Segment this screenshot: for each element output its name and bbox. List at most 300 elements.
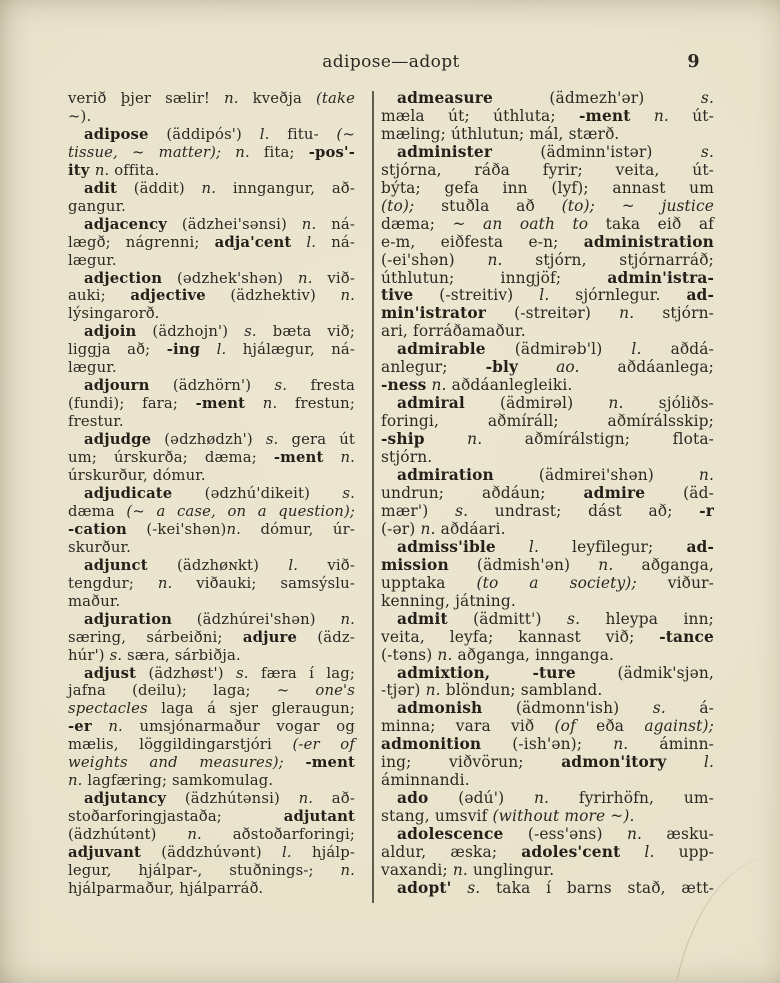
text-line xyxy=(68,395,355,413)
text-segment: æsku- xyxy=(642,825,714,844)
text-segment: -bly xyxy=(485,358,519,377)
text-line xyxy=(68,575,355,593)
text-segment: s. xyxy=(236,664,249,682)
text-line xyxy=(68,162,355,180)
text-segment: veita, leyfa; kannast við; xyxy=(381,627,660,646)
text-line xyxy=(68,323,355,341)
text-segment: inngangur, að- xyxy=(216,179,356,197)
text-segment: ado xyxy=(397,789,429,808)
text-segment: adjudge xyxy=(84,431,152,449)
text-segment: (ədú') xyxy=(428,789,534,808)
text-segment: hleypa inn; xyxy=(580,609,715,628)
text-segment: auki; xyxy=(68,287,131,305)
text-segment: -r xyxy=(699,501,715,520)
text-line xyxy=(381,682,714,700)
text-line xyxy=(381,467,714,485)
text-segment: (of xyxy=(554,717,576,736)
text-segment: um; úrskurða; dæma; xyxy=(68,449,274,467)
text-segment: adit xyxy=(84,179,117,197)
text-segment xyxy=(92,718,109,735)
text-line xyxy=(381,808,714,826)
text-segment: adoles'cent xyxy=(521,843,621,862)
text-segment: liggja að; xyxy=(68,341,167,359)
text-segment: upp- xyxy=(654,843,714,862)
text-segment: anlegur; xyxy=(381,358,486,377)
text-segment: mæling; úthlutun; mál, stærð. xyxy=(381,124,620,143)
text-segment: aðganga, xyxy=(613,555,715,574)
text-segment: aðdáanlega; xyxy=(579,358,714,377)
text-segment: adjuration xyxy=(84,610,173,628)
text-line xyxy=(68,611,355,629)
text-segment: gangur. xyxy=(68,197,127,215)
text-line xyxy=(68,198,355,216)
text-segment: umsjónarmaður vogar og xyxy=(122,718,355,736)
text-segment: admon'itory xyxy=(561,753,667,772)
text-segment: n. xyxy=(420,519,436,538)
text-segment: adjure xyxy=(242,628,298,646)
text-segment: adjoin xyxy=(84,323,137,341)
text-line xyxy=(381,180,714,198)
text-segment: (-streitər) xyxy=(486,304,620,323)
text-line xyxy=(381,611,714,629)
text-line xyxy=(381,521,714,539)
text-segment xyxy=(291,234,306,251)
text-segment xyxy=(323,449,340,466)
text-line xyxy=(381,234,714,252)
text-segment: (-ər) xyxy=(381,519,421,538)
text-segment: -ment xyxy=(579,106,631,125)
text-segment: -ment xyxy=(305,754,355,772)
text-segment: l. xyxy=(703,753,714,772)
text-segment: n. xyxy=(452,860,468,879)
text-segment: (-streitiv) xyxy=(413,286,540,305)
text-line xyxy=(68,216,355,234)
text-line xyxy=(68,718,355,736)
text-segment: (fundi); fara; xyxy=(68,395,196,413)
text-line xyxy=(68,180,355,198)
text-segment: (ädmish'ən) xyxy=(448,555,599,574)
text-segment: aðdáanlegleiki. xyxy=(446,376,573,395)
text-segment: adja'cent xyxy=(214,233,292,251)
text-segment: fitu- xyxy=(269,125,337,143)
text-segment: kenning, játning. xyxy=(381,591,516,610)
text-segment: admit xyxy=(397,609,448,628)
text-line xyxy=(381,377,714,395)
text-segment: (ädmonn'ish) xyxy=(482,699,653,718)
text-segment: frestur. xyxy=(68,413,124,431)
text-segment: stjórn. xyxy=(381,448,433,467)
text-segment xyxy=(631,107,654,125)
text-segment: úthlutun; inngjöf; xyxy=(381,268,608,287)
text-segment: admixtion, -ture xyxy=(397,663,576,682)
text-segment xyxy=(666,753,704,771)
text-segment: stoðarforingjastaða; xyxy=(68,808,284,826)
text-segment: lýsingarorð. xyxy=(68,305,160,323)
text-segment: s. xyxy=(455,501,469,520)
text-segment: mæla út; úthluta; xyxy=(381,106,579,125)
text-line xyxy=(68,772,355,790)
text-segment xyxy=(425,430,468,448)
text-segment: l. xyxy=(528,537,539,556)
text-segment: eða xyxy=(575,717,645,736)
text-segment: adjutancy xyxy=(84,790,167,808)
text-segment: n. xyxy=(340,861,355,879)
text-segment: administration xyxy=(583,232,714,251)
text-segment: s. xyxy=(700,89,714,107)
text-line xyxy=(381,647,714,665)
text-segment: -tance xyxy=(659,627,714,646)
text-segment: adjourn xyxy=(84,377,150,395)
text-line xyxy=(68,682,355,700)
text-line xyxy=(68,593,355,611)
text-segment: viðauki; samsýslu- xyxy=(172,574,355,592)
text-segment: n. xyxy=(619,304,635,323)
text-line xyxy=(68,144,355,162)
text-segment: s. xyxy=(700,142,714,161)
text-segment xyxy=(518,358,556,376)
text-line xyxy=(68,844,355,862)
text-line xyxy=(381,216,714,234)
text-segment: (ädz- xyxy=(297,628,355,646)
text-segment: (äd- xyxy=(645,483,714,502)
text-segment: (ədzhek'shən) xyxy=(162,269,299,287)
text-segment: min'istrator xyxy=(381,304,487,323)
text-segment: adjudicate xyxy=(84,484,173,502)
text-segment: ing; viðvörun; xyxy=(381,753,562,772)
text-line xyxy=(68,557,355,575)
text-segment: n. xyxy=(598,555,614,574)
text-line xyxy=(381,252,714,270)
text-segment: l. xyxy=(539,286,550,305)
text-line xyxy=(68,341,355,359)
text-segment: áminn- xyxy=(628,735,714,754)
text-segment: frestun; xyxy=(277,395,355,413)
text-segment: s. xyxy=(265,431,279,449)
text-segment: undrun; aðdáun; xyxy=(381,483,584,502)
text-segment: -er xyxy=(68,718,92,736)
text-line xyxy=(68,503,355,521)
text-segment: ná- xyxy=(316,233,356,251)
text-line xyxy=(381,844,714,862)
text-segment: stang, umsvif xyxy=(381,807,493,826)
text-segment: dæma xyxy=(68,502,127,520)
text-segment: (-ish'ən); xyxy=(481,735,614,754)
text-segment: l. xyxy=(631,340,642,359)
text-segment: upptaka xyxy=(381,573,477,592)
text-segment: -ship xyxy=(381,430,425,449)
text-segment: n. xyxy=(534,789,550,808)
text-segment: adipose xyxy=(84,125,149,143)
page-number: 9 xyxy=(687,52,700,72)
text-line xyxy=(68,287,355,305)
text-segment: ad- xyxy=(686,537,715,556)
text-segment: n. xyxy=(298,269,313,287)
text-segment: hjálægur, ná- xyxy=(226,341,355,359)
text-line xyxy=(68,467,355,485)
text-segment: legur, hjálpar-, stuðnings-; xyxy=(68,861,341,879)
text-line xyxy=(381,485,714,503)
text-segment: adjection xyxy=(84,269,163,287)
text-segment: foringi, aðmíráll; aðmírálsskip; xyxy=(381,412,714,431)
text-segment: laga á sjer gleraugun; xyxy=(147,700,355,718)
text-segment: (ädzhútənt) xyxy=(68,826,188,844)
text-segment: adjacency xyxy=(84,215,168,233)
text-line xyxy=(68,736,355,754)
text-segment: n. xyxy=(157,574,173,592)
text-line xyxy=(68,359,355,377)
text-segment: s. xyxy=(652,699,666,718)
text-line xyxy=(68,880,355,898)
text-segment: (-er of xyxy=(292,736,355,754)
text-segment: n. xyxy=(425,681,441,700)
text-segment: kveðja xyxy=(238,90,316,107)
text-line xyxy=(381,575,714,593)
text-segment: út- xyxy=(668,106,714,125)
text-line xyxy=(381,665,714,683)
text-segment: sjórnlegur. xyxy=(549,286,687,305)
text-line xyxy=(68,521,355,539)
text-segment: aldur, æska; xyxy=(381,843,522,862)
text-segment: weights and measures); xyxy=(68,754,306,772)
text-line xyxy=(68,126,355,144)
text-line xyxy=(68,305,355,323)
text-line xyxy=(381,270,714,288)
text-line xyxy=(381,557,714,575)
text-segment: viður- xyxy=(636,573,714,592)
text-segment: að- xyxy=(313,790,355,808)
text-segment: (äddzhúvənt) xyxy=(141,844,282,862)
text-segment: maður. xyxy=(68,592,121,610)
text-segment: leyfilegur; xyxy=(539,537,687,556)
text-segment: býta; gefa inn (lyf); annast um xyxy=(381,178,714,197)
text-segment: aðdáari. xyxy=(435,519,506,538)
text-segment: admonition xyxy=(381,735,482,754)
text-line xyxy=(381,539,714,557)
text-segment: (take xyxy=(315,90,355,107)
text-segment: (to); xyxy=(381,196,415,215)
text-segment: minna; vara við xyxy=(381,717,555,736)
text-segment: ~ an oath to xyxy=(452,214,589,233)
text-segment: ao. xyxy=(556,358,580,377)
text-line xyxy=(68,700,355,718)
text-segment: aðmírálstign; flota- xyxy=(482,430,715,449)
text-segment: n. xyxy=(431,376,447,395)
text-line xyxy=(381,198,714,216)
text-line xyxy=(68,808,355,826)
text-segment: mælis, löggildingarstjóri xyxy=(68,736,293,754)
text-segment: hjálp- xyxy=(291,844,355,862)
text-segment: -ness xyxy=(381,376,427,395)
text-segment: (ädmirəl) xyxy=(464,394,609,413)
text-segment: (ädzhúrei'shən) xyxy=(172,610,341,628)
text-segment: adjuvant xyxy=(68,844,142,862)
text-segment: (ädzhörn') xyxy=(149,377,275,395)
text-segment: offita. xyxy=(109,161,160,179)
page-header xyxy=(68,52,714,72)
text-segment: -ment xyxy=(273,449,324,467)
text-segment: spectacles xyxy=(68,700,148,718)
text-segment: admonish xyxy=(397,699,483,718)
text-segment: l. xyxy=(282,844,292,862)
text-segment: taka eið af xyxy=(588,214,714,233)
text-segment: (-təns) xyxy=(381,645,438,664)
text-segment: (ädmirei'shən) xyxy=(493,466,699,485)
text-segment: (ädzhektiv) xyxy=(205,287,341,305)
text-segment: mær') xyxy=(381,501,456,520)
text-segment: n. xyxy=(108,718,123,736)
text-segment: við- xyxy=(312,269,355,287)
text-segment: n. xyxy=(68,772,83,790)
text-segment: s. xyxy=(567,609,581,628)
text-line xyxy=(68,377,355,395)
text-segment: bæta við; xyxy=(256,323,355,341)
text-segment: stjórn- xyxy=(634,304,714,323)
text-segment: við- xyxy=(298,556,355,574)
text-segment: admiration xyxy=(397,466,494,485)
text-segment: n. xyxy=(298,790,314,808)
text-segment: adopt' xyxy=(397,878,452,897)
text-segment: n. xyxy=(340,287,355,305)
text-segment: (äddit) xyxy=(117,179,202,197)
text-line xyxy=(381,431,714,449)
text-segment: admiral xyxy=(397,394,465,413)
text-segment: ari, forráðamaður. xyxy=(381,322,526,341)
text-segment: áminnandi. xyxy=(381,771,470,790)
text-segment: sjóliðs- xyxy=(623,394,714,413)
text-line xyxy=(381,126,714,144)
text-segment: hjálparmaður, hjálparráð. xyxy=(68,879,264,897)
text-segment: n. xyxy=(301,215,317,233)
text-segment xyxy=(620,843,644,861)
text-segment: (ädzhøɴkt) xyxy=(147,556,289,574)
text-segment: admiss'ible xyxy=(397,537,496,556)
text-segment: dæma; xyxy=(381,214,453,233)
text-segment: dómur, úr- xyxy=(241,520,355,538)
text-segment: against); xyxy=(644,717,714,736)
text-segment: n. xyxy=(626,825,643,844)
text-segment: (ädzhøst') xyxy=(136,664,236,682)
text-line xyxy=(381,736,714,754)
text-segment: -ment xyxy=(195,395,246,413)
text-line xyxy=(68,413,355,431)
text-line xyxy=(381,449,714,467)
text-line xyxy=(68,234,355,252)
text-segment: -tjər) xyxy=(381,681,426,700)
right-column xyxy=(381,90,714,898)
text-line xyxy=(381,108,714,126)
text-segment: adjective xyxy=(130,287,206,305)
text-segment: s. xyxy=(467,878,481,897)
text-segment: mission xyxy=(381,555,449,574)
text-segment: aðdá- xyxy=(641,340,714,359)
text-segment: skurður. xyxy=(68,538,131,556)
text-segment: adolescence xyxy=(397,825,504,844)
text-segment: (ädzhei'sənsi) xyxy=(167,215,302,233)
text-line xyxy=(381,629,714,647)
text-line xyxy=(381,162,714,180)
text-segment: l. xyxy=(306,233,317,251)
text-line xyxy=(68,665,355,683)
text-segment: adjunct xyxy=(84,556,148,574)
text-segment: n. xyxy=(613,735,629,754)
text-segment: (ədzhú'dikeit) xyxy=(172,484,343,502)
text-segment: stuðla að xyxy=(414,196,562,215)
text-segment: (ədzhødzh') xyxy=(151,431,266,449)
text-segment: lægur. xyxy=(68,251,117,269)
text-segment: (ädmitt') xyxy=(447,609,568,628)
text-segment: n. xyxy=(224,90,239,107)
text-line xyxy=(68,252,355,270)
text-line xyxy=(68,431,355,449)
text-line xyxy=(68,629,355,647)
text-line xyxy=(381,862,714,880)
text-segment: (ädminn'istər) xyxy=(492,142,701,161)
text-line xyxy=(381,144,714,162)
text-segment: ~ one's xyxy=(276,682,355,700)
text-segment xyxy=(496,538,529,556)
text-segment: (ädzhútənsi) xyxy=(166,790,299,808)
text-line xyxy=(68,862,355,880)
text-segment: (äddipós') xyxy=(148,125,260,143)
text-line xyxy=(68,647,355,665)
text-line xyxy=(68,790,355,808)
text-segment: á- xyxy=(665,699,715,718)
text-segment: taka í barns stað, ætt- xyxy=(480,878,715,897)
text-segment xyxy=(245,395,263,412)
text-line xyxy=(381,880,714,898)
text-segment: gera út xyxy=(278,431,355,449)
text-segment: (-ei'shən) xyxy=(381,250,488,269)
text-segment: (ädmik'sjən, xyxy=(575,663,714,682)
text-segment: lagfæring; samkomulag. xyxy=(82,772,274,790)
text-line xyxy=(381,754,714,772)
text-line xyxy=(381,413,714,431)
text-segment: (to); ~ justice xyxy=(561,196,714,215)
text-line xyxy=(381,287,714,305)
text-line xyxy=(381,700,714,718)
text-line xyxy=(381,359,714,377)
text-segment: n. xyxy=(698,466,714,485)
text-segment: (without more ~). xyxy=(492,807,635,826)
text-segment: færa í lag; xyxy=(248,664,356,682)
left-column xyxy=(68,90,355,898)
text-segment: tissue, ~ matter); n. xyxy=(68,143,250,161)
text-segment: (ädzhojn') xyxy=(136,323,245,341)
text-segment: (ädmirəb'l) xyxy=(485,340,632,359)
text-segment: admin'istra- xyxy=(607,268,714,287)
text-segment: administer xyxy=(397,142,493,161)
text-segment: l. xyxy=(259,125,270,143)
text-segment: (~ a case, on a question); xyxy=(126,502,356,520)
text-line xyxy=(381,790,714,808)
text-segment: undrast; dást að; xyxy=(468,501,700,520)
text-segment: ity xyxy=(68,161,95,179)
text-line xyxy=(68,90,355,108)
text-line xyxy=(381,305,714,323)
text-segment: admire xyxy=(583,483,646,502)
text-segment: særing, sárbeiðni; xyxy=(68,628,243,646)
text-segment: e-m, eiðfesta e-n; xyxy=(381,232,584,251)
text-segment: l. xyxy=(216,341,227,359)
text-segment: ná- xyxy=(316,215,355,233)
text-segment: ~). xyxy=(68,107,92,125)
text-segment: l. xyxy=(644,843,655,862)
text-line xyxy=(381,90,714,108)
text-segment: (-kei'shən) xyxy=(126,520,227,538)
text-line xyxy=(381,341,714,359)
text-segment: n. xyxy=(187,826,202,844)
text-segment: tive xyxy=(381,286,414,305)
